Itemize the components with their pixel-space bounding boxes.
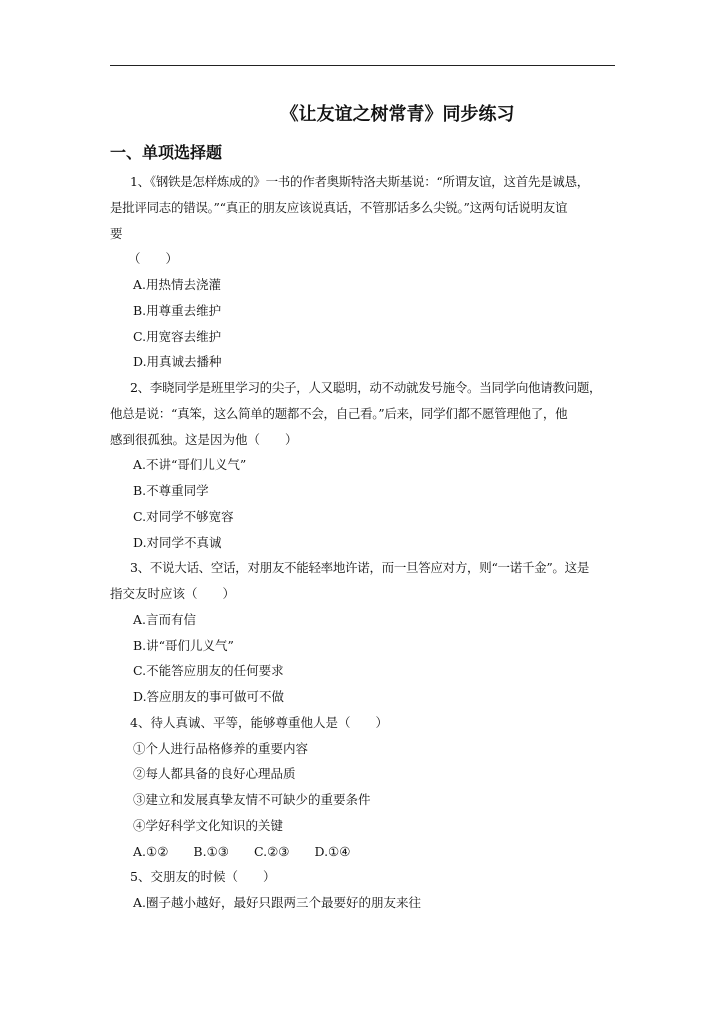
header-rule [110, 65, 615, 66]
question-stem-line: 4、待人真诚、平等，能够尊重他人是（ ） [130, 714, 388, 730]
answer-option: ③建立和发展真挚友情不可缺少的重要条件 [133, 792, 371, 807]
question-stem-line: 指交友时应该（ ） [110, 586, 236, 601]
answer-option: A.①② B.①③ C.②③ D.①④ [133, 843, 351, 859]
answer-option: D.对同学不真诚 [133, 534, 222, 550]
question-stem-line: 3、不说大话、空话，对朋友不能轻率地许诺，而一旦答应对方，则“一诺千金”。这是 [130, 560, 590, 576]
question-list [110, 169, 630, 916]
section-heading: 一、单项选择题 [110, 143, 223, 162]
question-4 [110, 710, 630, 865]
question-stem-line: 1、《钢铁是怎样炼成的》一书的作者奥斯特洛夫斯基说：“所谓友谊，这首先是诚恳， [130, 174, 589, 189]
question-1 [110, 169, 630, 375]
answer-option: B.不尊重同学 [133, 483, 209, 498]
question-stem-line: 感到很孤独。这是因为他（ ） [110, 431, 298, 447]
answer-blank: （ ） [128, 251, 179, 267]
answer-option: B.用尊重去维护 [133, 302, 222, 318]
question-stem-line: 他总是说：“真笨，这么简单的题都不会，自己看。”后来，同学们都不愿管理他了，他 [110, 405, 568, 421]
question-stem-line: 要 [110, 225, 123, 241]
question-2 [110, 375, 630, 555]
answer-option: A.用热情去浇灌 [133, 277, 222, 292]
answer-option: C.对同学不够宽容 [133, 508, 234, 524]
answer-option: A.言而有信 [133, 611, 197, 627]
answer-option: B.讲“哥们儿义气” [133, 637, 234, 653]
answer-option: ②每人都具备的良好心理品质 [133, 766, 296, 782]
answer-option: A.圈子越小越好，最好只跟两三个最要好的朋友来往 [133, 895, 422, 910]
question-3 [110, 555, 630, 710]
answer-option: D.用真诚去播种 [133, 354, 222, 370]
answer-option: C.不能答应朋友的任何要求 [133, 663, 284, 679]
answer-option: C.用宽容去维护 [133, 328, 222, 344]
answer-option: ①个人进行品格修养的重要内容 [133, 740, 309, 756]
question-stem-line: 5、交朋友的时候（ ） [130, 869, 276, 885]
answer-option: A.不讲“哥们儿义气” [133, 457, 247, 473]
question-stem-line: 2、李晓同学是班里学习的尖子，人又聪明，动不动就发号施令。当同学向他请教问题， [130, 380, 602, 395]
answer-option: D.答应朋友的事可做可不做 [133, 689, 285, 704]
answer-option: ④学好科学文化知识的关键 [133, 817, 284, 833]
page-title: 《让友谊之树常青》同步练习 [280, 104, 515, 125]
question-5 [110, 864, 630, 916]
question-stem-line: 是批评同志的错误。”“真正的朋友应该说真话，不管那话多么尖锐。”这两句话说明友谊 [110, 199, 568, 215]
